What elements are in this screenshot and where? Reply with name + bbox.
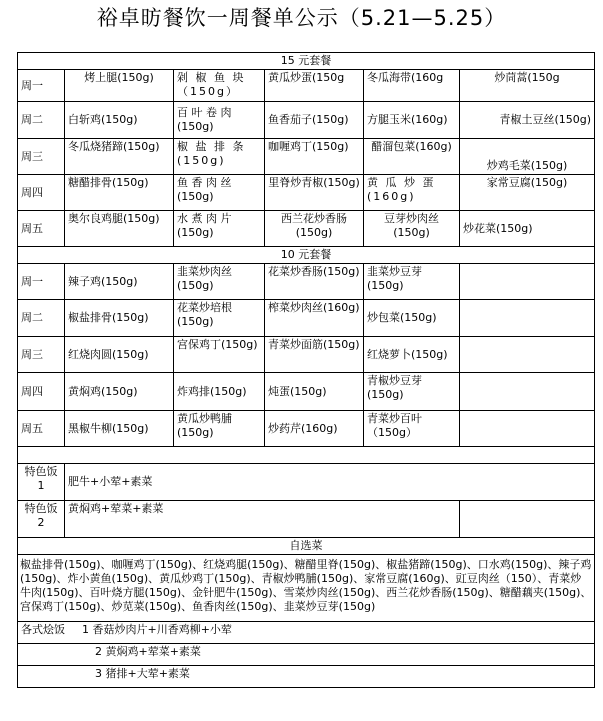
set-10-row-fri [18, 411, 595, 447]
day-cell: 周五 [18, 211, 65, 247]
set-10-row-wed [18, 337, 595, 373]
dish-cell: 方腿玉米(160g) [364, 102, 460, 139]
dish-cell: 鱼 香 肉 丝(150g) [174, 175, 265, 211]
empty-cell [460, 337, 595, 373]
day-cell: 周四 [18, 373, 65, 411]
day-cell: 周五 [18, 411, 65, 447]
page-title: 裕卓昉餐饮一周餐单公示（5.21—5.25） [96, 6, 507, 30]
dish-cell: 黄瓜炒蛋(150g [265, 70, 364, 102]
day-cell: 周一 [18, 264, 65, 300]
dish-cell: 韭菜炒豆芽(150g) [364, 264, 460, 300]
empty-cell [460, 264, 595, 300]
rice-option: 2 黄焖鸡+荤菜+素菜 [95, 645, 201, 658]
dish-cell: 黄瓜炒鸭脯(150g) [174, 411, 265, 447]
spacer-row [18, 447, 595, 464]
day-cell: 周三 [18, 139, 65, 175]
dish-cell: 炖蛋(150g) [265, 373, 364, 411]
day-cell: 周一 [18, 70, 65, 102]
dish-cell: 花菜炒香肠(150g) [265, 264, 364, 300]
rice-row-3 [18, 666, 595, 688]
dish-cell: 百 叶 卷 肉(150g) [174, 102, 265, 139]
special-row-2 [18, 501, 595, 538]
dish-cell: 糖醋排骨(150g) [65, 175, 174, 211]
day-cell: 周三 [18, 337, 65, 373]
dish-cell: 黄焖鸡(150g) [65, 373, 174, 411]
dish-cell: 黑椒牛柳(150g) [65, 411, 174, 447]
rice-option: 3 猪排+大荤+素菜 [95, 667, 190, 680]
set-15-row-tue [18, 102, 595, 139]
rice-option: 1 香菇炒肉片+川香鸡柳+小荤 [82, 623, 232, 636]
dish-cell: 烤上腿(150g) [65, 70, 174, 102]
day-cell: 周二 [18, 102, 65, 139]
dish-cell: 鱼香茄子(150g) [265, 102, 364, 139]
dish-cell: 青菜炒面筋(150g) [265, 337, 364, 373]
dish-cell: 炸鸡排(150g) [174, 373, 265, 411]
set-10-header: 10 元套餐 [18, 247, 595, 264]
set-15-header: 15 元套餐 [18, 53, 595, 70]
rice-row-1 [18, 622, 595, 644]
dish-cell: 韭菜炒肉丝(150g) [174, 264, 265, 300]
set-15-row-mon [18, 70, 595, 102]
rice-row-2 [18, 644, 595, 666]
dish-cell: 奥尔良鸡腿(150g) [65, 211, 174, 247]
optional-dishes: 椒盐排骨(150g)、咖喱鸡丁(150g)、红烧鸡腿(150g)、糖醋里脊(150g)、椒盐猪蹄(150g)、口水鸡(150g)、辣子鸡(150g)、炸小黄鱼(150g)、黄瓜炒鸡丁(150g)、青椒炒鸭脯(150g)、家常豆腐(160g)、豇豆肉丝（150）、青菜炒牛肉(150g)、百叶烧方腿(150g)、金针肥牛(150g)、雪菜炒肉丝(150g)、西兰花炒香肠(150g)、糖醋藕夹(150g)、宫保鸡丁(150g)、炒苋菜(150g)、鱼香肉丝(150g)、韭菜炒豆芽(150g) [18, 555, 595, 622]
dish-cell: 炒鸡毛菜(150g) [460, 139, 595, 175]
dish-cell: 红烧肉圆(150g) [65, 337, 174, 373]
day-cell: 周二 [18, 300, 65, 337]
special-label: 特色饭 2 [18, 501, 65, 538]
dish-cell: 宫保鸡丁(150g) [174, 337, 265, 373]
dish-cell: 青椒炒豆芽(150g) [364, 373, 460, 411]
dish-cell: 水 煮 肉 片(150g) [174, 211, 265, 247]
dish-cell: 西兰花炒香肠(150g) [265, 211, 364, 247]
dish-cell: 咖喱鸡丁(150g) [265, 139, 364, 175]
dish-cell: 豆芽炒肉丝(150g) [364, 211, 460, 247]
set-10-row-mon [18, 264, 595, 300]
set-15-row-wed [18, 139, 595, 175]
dish-cell: 青菜炒百叶（150g） [364, 411, 460, 447]
empty-cell [460, 373, 595, 411]
menu-table [17, 52, 595, 688]
special-content: 肥牛+小荤+素菜 [65, 464, 595, 501]
empty-cell [460, 300, 595, 337]
day-cell: 周四 [18, 175, 65, 211]
dish-cell: 炒茼蒿(150g [460, 70, 595, 102]
dish-cell: 冬瓜海带(160g [364, 70, 460, 102]
empty-cell [460, 501, 595, 538]
set-15-row-thu [18, 175, 595, 211]
dish-cell: 青椒土豆丝(150g) [460, 102, 595, 139]
rice-label: 各式烩饭 [21, 623, 65, 636]
dish-cell: 花菜炒培根(150g) [174, 300, 265, 337]
dish-cell: 家常豆腐(150g) [460, 175, 595, 211]
dish-cell: 榨菜炒肉丝(160g) [265, 300, 364, 337]
special-row-1 [18, 464, 595, 501]
dish-cell: 红烧萝卜(150g) [364, 337, 460, 373]
set-10-row-tue [18, 300, 595, 337]
dish-cell: 椒 盐 排 条(150g) [174, 139, 265, 175]
dish-cell: 辣子鸡(150g) [65, 264, 174, 300]
dish-cell: 炒药芹(160g) [265, 411, 364, 447]
special-content: 黄焖鸡+荤菜+素菜 [65, 501, 460, 538]
special-label: 特色饭 1 [18, 464, 65, 501]
dish-cell: 黄 瓜 炒 蛋(160g) [364, 175, 460, 211]
dish-cell: 炒包菜(150g) [364, 300, 460, 337]
set-10-row-thu [18, 373, 595, 411]
dish-cell: 剁 椒 鱼 块（150g） [174, 70, 265, 102]
dish-cell: 里脊炒青椒(150g) [265, 175, 364, 211]
dish-cell: 白斩鸡(150g) [65, 102, 174, 139]
dish-cell: 椒盐排骨(150g) [65, 300, 174, 337]
dish-cell: 炒花菜(150g) [460, 211, 595, 247]
dish-cell: 冬瓜烧猪蹄(150g) [65, 139, 174, 175]
set-15-row-fri [18, 211, 595, 247]
optional-header: 自选菜 [18, 538, 595, 555]
dish-cell: 醋溜包菜(160g) [364, 139, 460, 175]
empty-cell [460, 411, 595, 447]
